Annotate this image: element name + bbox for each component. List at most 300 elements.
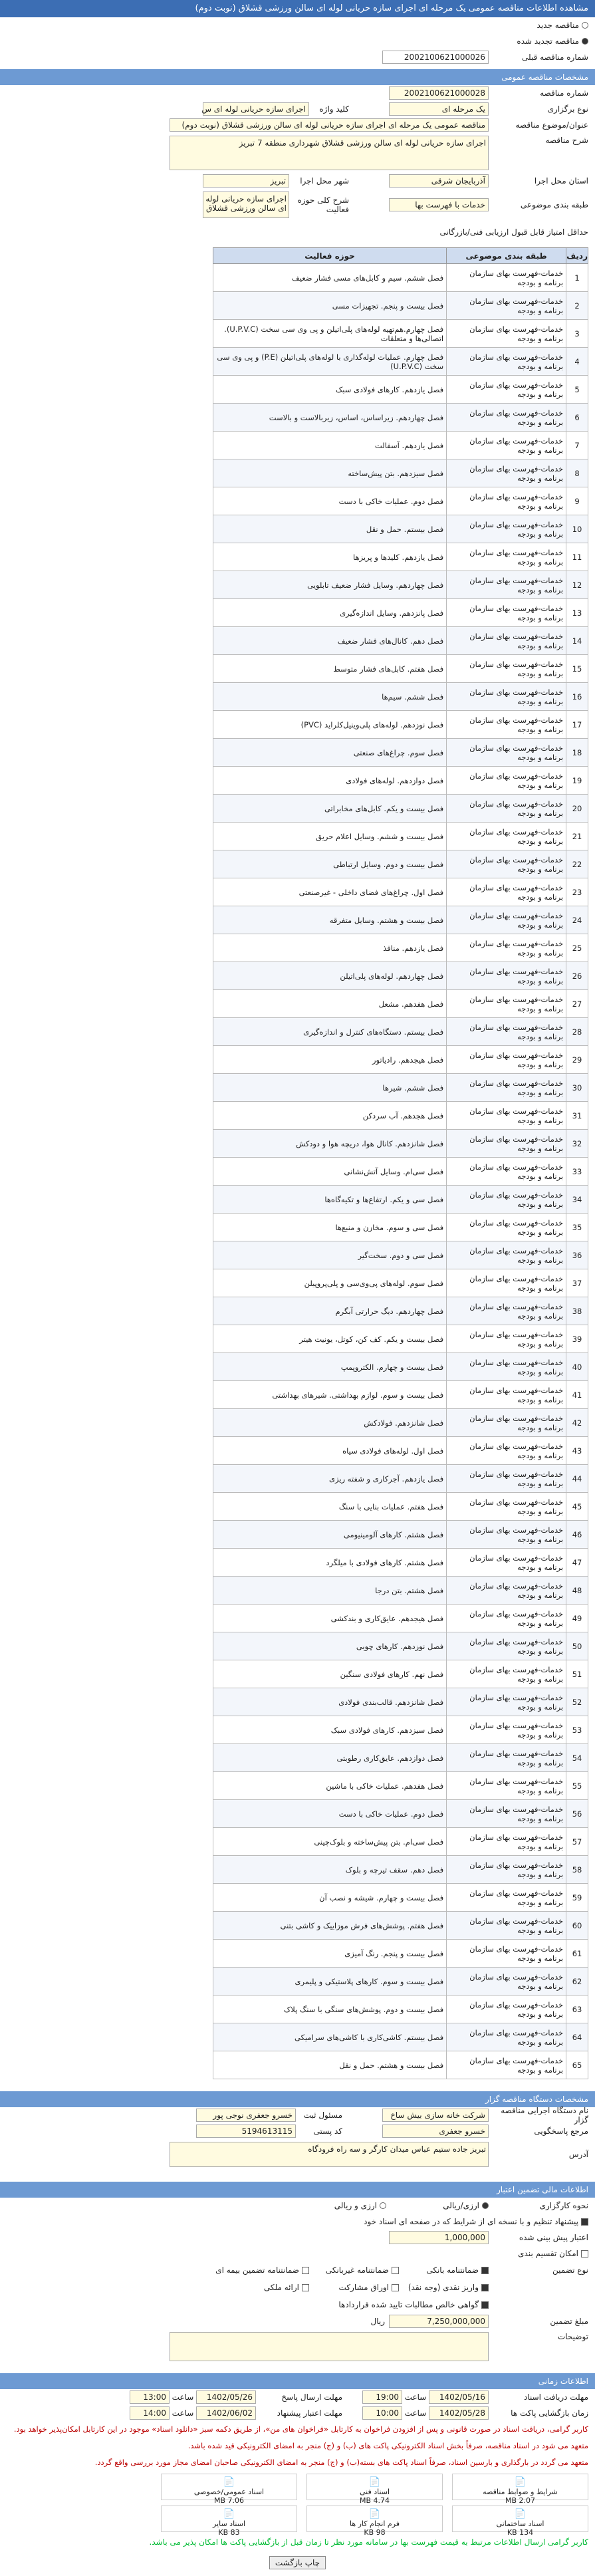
table-row <box>213 1046 588 1074</box>
row-no: 31 <box>566 1102 588 1130</box>
row-no: 8 <box>566 459 588 487</box>
province-label: استان محل اجرا <box>534 176 588 186</box>
table-row <box>213 1381 588 1409</box>
row-no: 43 <box>566 1437 588 1465</box>
row-scope: فصل بیست و چهارم. الکتروپمپ <box>213 1353 447 1381</box>
radio-new[interactable] <box>0 17 595 33</box>
row-category: خدمات-فهرست بهای سازمان برنامه و بودجه <box>447 906 566 934</box>
row-category: خدمات-فهرست بهای سازمان برنامه و بودجه <box>447 1772 566 1800</box>
table-row <box>213 906 588 934</box>
row-no: 50 <box>566 1632 588 1660</box>
keyword-label: کلید واژه <box>319 104 349 114</box>
note-3: متعهد می گردد در بارگذاری و بارسین اسناد، صرفاً اسناد پاکت های بسته(ب) و (ج) منجر به امضای الکترونیکی صاحبان امضای مجاز مورد بررسی واقع گردد. <box>94 2458 588 2467</box>
ref-label: مرجع پاسخگویی <box>534 2126 588 2136</box>
row-no: 18 <box>566 739 588 767</box>
table-row <box>213 795 588 823</box>
row-scope: فصل چهارم. عملیات لوله‌گذاری با لوله‌های پلی‌اتیلن (P.E) و پی وی سی سخت (U.P.V.C) <box>213 348 447 376</box>
row-category: خدمات-فهرست بهای سازمان برنامه و بودجه <box>447 1437 566 1465</box>
doc-1[interactable] <box>306 2474 443 2505</box>
row-scope: فصل دوم. عملیات خاکی با دست <box>213 1800 447 1828</box>
fin-desc-label: توضیحات <box>557 2332 588 2341</box>
row-scope: فصل بیست و سوم. کارهای پلاستیکی و پلیمری <box>213 1968 447 1996</box>
row-no: 33 <box>566 1158 588 1186</box>
row-scope: فصل هفدهم. عملیات خاکی با ماشین <box>213 1772 447 1800</box>
prev-no-label: شماره مناقصه قبلی <box>522 53 588 62</box>
row-category: خدمات-فهرست بهای سازمان برنامه و بودجه <box>447 1158 566 1186</box>
row-scope: فصل بیست و پنجم. رنگ آمیزی <box>213 1940 447 1968</box>
row-no: 2 <box>566 292 588 320</box>
table-row <box>213 767 588 795</box>
table-row <box>213 1968 588 1996</box>
cur-label: نحوه کارگزاری <box>539 2201 588 2210</box>
table-row <box>213 1856 588 1884</box>
scope-value: اجرای سازه حریانی لوله ای سالن ورزشی قشلاق <box>203 192 289 218</box>
table-row <box>213 292 588 320</box>
org-header: مشخصات دستگاه مناقصه گزار <box>0 2091 595 2107</box>
row-scope: فصل بیست و دوم. وسایل ارتباطی <box>213 850 447 878</box>
row-scope: فصل شانزدهم. قالب‌بندی فولادی <box>213 1688 447 1716</box>
cur2-label: ارزی/ریالی <box>443 2201 479 2210</box>
row-scope: فصل دوازدهم. عایق‌کاری رطوبتی <box>213 1744 447 1772</box>
row-category: خدمات-فهرست بهای سازمان برنامه و بودجه <box>447 292 566 320</box>
row-scope: فصل اول. لوله‌های فولادی سیاه <box>213 1437 447 1465</box>
addr-value: تبریز جاده ستیم عباس میدان کارگر و سه راه فرودگاه <box>170 2142 489 2167</box>
table-row <box>213 404 588 432</box>
row-no: 35 <box>566 1214 588 1241</box>
class-label: طبقه بندی موضوعی <box>520 200 588 209</box>
row-no: 6 <box>566 404 588 432</box>
org-name-label: نام دستگاه اجرایی مناقصه گزار <box>501 2106 588 2125</box>
g2-check[interactable] <box>392 2267 399 2274</box>
amount-unit: ریال <box>370 2317 385 2326</box>
row-no: 40 <box>566 1353 588 1381</box>
row-scope: فصل هشتم. کارهای فولادی با میلگرد <box>213 1549 447 1577</box>
row-category: خدمات-فهرست بهای سازمان برنامه و بودجه <box>447 823 566 850</box>
row-no: 1 <box>566 264 588 292</box>
row-scope: فصل ششم. سیم و کابل‌های مسی فشار ضعیف <box>213 264 447 292</box>
row-no: 65 <box>566 2051 588 2079</box>
row-scope: فصل هفتم. عملیات بنایی با سنگ <box>213 1493 447 1521</box>
row-no: 4 <box>566 348 588 376</box>
desc-value: اجرای سازه حریانی لوله ای سالن ورزشی قشلاق شهرداری منطقه 7 تبریز <box>170 136 489 170</box>
table-row <box>213 459 588 487</box>
row-category: خدمات-فهرست بهای سازمان برنامه و بودجه <box>447 1996 566 2023</box>
row-scope: فصل هشتم. بتن درجا <box>213 1577 447 1605</box>
row-no: 58 <box>566 1856 588 1884</box>
ref-value: خسرو جعفری <box>382 2125 489 2138</box>
row-scope: فصل سی‌ام. بتن پیش‌ساخته و بلوک‌چینی <box>213 1828 447 1856</box>
row-category: خدمات-فهرست بهای سازمان برنامه و بودجه <box>447 1800 566 1828</box>
row-no: 54 <box>566 1744 588 1772</box>
amount-value: 7,250,000,000 <box>389 2315 489 2328</box>
row-category: خدمات-فهرست بهای سازمان برنامه و بودجه <box>447 683 566 711</box>
row-category: خدمات-فهرست بهای سازمان برنامه و بودجه <box>447 1018 566 1046</box>
table-row <box>213 1186 588 1214</box>
wage-check[interactable] <box>581 2250 588 2257</box>
note-1: کاربر گرامی، دریافت اسناد در صورت قانونی و پس از افزودن فراخوان به کارتابل «فراخوان های من»، از طریق دکمه سبز «دانلود اسناد» موجود در این کارتابل امکان‌پذیر خواهد بود. <box>13 2424 588 2434</box>
min-score-label: حداقل امتیاز قابل قبول ارزیابی فنی/بازرگانی <box>439 227 588 237</box>
table-row <box>213 878 588 906</box>
doc-3-size: 134 KB <box>507 2528 534 2537</box>
row-category: خدمات-فهرست بهای سازمان برنامه و بودجه <box>447 1325 566 1353</box>
table-row <box>213 1353 588 1381</box>
table-row <box>213 264 588 292</box>
row-scope: فصل اول. چراغ‌های فضای داخلی - غیرصنعتی <box>213 878 447 906</box>
row-scope: فصل سوم. چراغ‌های صنعتی <box>213 739 447 767</box>
row-category: خدمات-فهرست بهای سازمان برنامه و بودجه <box>447 934 566 962</box>
row-scope: فصل یازدهم. کارهای فولادی سبک <box>213 376 447 404</box>
table-row <box>213 1716 588 1744</box>
table-row <box>213 1577 588 1605</box>
table-row <box>213 1744 588 1772</box>
row-category: خدمات-فهرست بهای سازمان برنامه و بودجه <box>447 515 566 543</box>
g1-check[interactable] <box>481 2267 489 2274</box>
row-scope: فصل هشتم. کارهای آلومینیومی <box>213 1521 447 1549</box>
row-category: خدمات-فهرست بهای سازمان برنامه و بودجه <box>447 655 566 683</box>
row-no: 30 <box>566 1074 588 1102</box>
table-row <box>213 1688 588 1716</box>
table-row <box>213 1884 588 1912</box>
row-category: خدمات-فهرست بهای سازمان برنامه و بودجه <box>447 1968 566 1996</box>
org-name-value: شرکت خانه سازی بیش ساخ <box>382 2109 489 2122</box>
row-scope: فصل ششم. سیم‌ها <box>213 683 447 711</box>
radio-new-dot[interactable] <box>582 22 588 29</box>
row-scope: فصل بیستم. کاشی‌کاری با کاشی‌های سرامیکی <box>213 2023 447 2051</box>
row-category: خدمات-فهرست بهای سازمان برنامه و بودجه <box>447 459 566 487</box>
row-scope: فصل هیجدهم. عایق‌کاری و بندکشی <box>213 1605 447 1632</box>
resp-label: مسئول ثبت <box>303 2111 342 2120</box>
agree-check[interactable] <box>581 2218 588 2226</box>
row-category: خدمات-فهرست بهای سازمان برنامه و بودجه <box>447 432 566 459</box>
row-no: 55 <box>566 1772 588 1800</box>
row-scope: فصل بیستم. دستگاه‌های کنترل و اندازه‌گیری <box>213 1018 447 1046</box>
col-category: طبقه بندی موضوعی <box>447 248 566 264</box>
row-no: 28 <box>566 1018 588 1046</box>
table-row <box>213 823 588 850</box>
row-no: 14 <box>566 627 588 655</box>
valid-date: 1402/06/02 <box>196 2406 256 2420</box>
row-category: خدمات-فهرست بهای سازمان برنامه و بودجه <box>447 878 566 906</box>
row-category: خدمات-فهرست بهای سازمان برنامه و بودجه <box>447 1381 566 1409</box>
row-category: خدمات-فهرست بهای سازمان برنامه و بودجه <box>447 1577 566 1605</box>
col-scope: حوزه فعالیت <box>213 248 447 264</box>
row-no: 49 <box>566 1605 588 1632</box>
row-no: 20 <box>566 795 588 823</box>
rec-label: مهلت ارسال پاسخ <box>281 2392 342 2402</box>
row-no: 16 <box>566 683 588 711</box>
row-category: خدمات-فهرست بهای سازمان برنامه و بودجه <box>447 1884 566 1912</box>
rec-time: 13:00 <box>130 2390 170 2404</box>
row-category: خدمات-فهرست بهای سازمان برنامه و بودجه <box>447 711 566 739</box>
note-2: متعهد می شود در اسناد مناقصه، صرفاً بخش اسناد الکترونیکی پاکت های (ب) و (ج) منجر به امضای الکترونیکی قید شده باشد. <box>187 2441 588 2450</box>
row-category: خدمات-فهرست بهای سازمان برنامه و بودجه <box>447 627 566 655</box>
row-category: خدمات-فهرست بهای سازمان برنامه و بودجه <box>447 2023 566 2051</box>
row-no: 5 <box>566 376 588 404</box>
g4-check[interactable] <box>392 2284 399 2291</box>
row-category: خدمات-فهرست بهای سازمان برنامه و بودجه <box>447 1409 566 1437</box>
row-scope: فصل ششم. شیرها <box>213 1074 447 1102</box>
row-no: 36 <box>566 1241 588 1269</box>
table-row <box>213 2023 588 2051</box>
row-no: 11 <box>566 543 588 571</box>
row-scope: فصل دوازدهم. لوله‌های فولادی <box>213 767 447 795</box>
table-row <box>213 1437 588 1465</box>
row-no: 61 <box>566 1940 588 1968</box>
col-no: ردیف <box>566 248 588 264</box>
row-no: 27 <box>566 990 588 1018</box>
doc-5[interactable] <box>161 2506 297 2537</box>
row-scope: فصل چهارم.هم‌تهیه لوله‌های پلی‌اتیلن و پی وی سی سخت (U.P.V.C). اتصالی‌ها و متعلقات <box>213 320 447 348</box>
pub-time: 19:00 <box>362 2390 402 2404</box>
city-value: تبریز <box>203 174 289 188</box>
table-row <box>213 1214 588 1241</box>
table-row <box>213 1912 588 1940</box>
row-no: 19 <box>566 767 588 795</box>
doc-0-name: شرایط و ضوابط مناقصه <box>483 2488 558 2496</box>
row-scope: فصل پانزدهم. وسایل اندازه‌گیری <box>213 599 447 627</box>
row-no: 63 <box>566 1996 588 2023</box>
table-row <box>213 515 588 543</box>
cur1-label: ارزی و ریالی <box>334 2201 377 2210</box>
row-no: 21 <box>566 823 588 850</box>
table-row <box>213 571 588 599</box>
row-scope: فصل یازدهم. آجرکاری و شفته ریزی <box>213 1465 447 1493</box>
file-icon: 📄 <box>514 2509 527 2519</box>
table-row <box>213 655 588 683</box>
doc-0[interactable] <box>452 2474 588 2505</box>
row-scope: فصل چهاردهم. وسایل فشار ضعیف تابلویی <box>213 571 447 599</box>
doc-2-size: 7.06 MB <box>213 2496 245 2505</box>
table-row <box>213 1241 588 1269</box>
est-value: 1,000,000 <box>389 2231 489 2244</box>
row-no: 23 <box>566 878 588 906</box>
province-value: آذربایجان شرقی <box>389 174 489 188</box>
row-category: خدمات-فهرست بهای سازمان برنامه و بودجه <box>447 599 566 627</box>
row-category: خدمات-فهرست بهای سازمان برنامه و بودجه <box>447 1046 566 1074</box>
post-label: کد پستی <box>313 2126 342 2136</box>
table-row <box>213 1549 588 1577</box>
row-category: خدمات-فهرست بهای سازمان برنامه و بودجه <box>447 1688 566 1716</box>
row-scope: فصل هفتم. کابل‌های فشار متوسط <box>213 655 447 683</box>
open-time-label: ساعت <box>404 2408 427 2418</box>
row-category: خدمات-فهرست بهای سازمان برنامه و بودجه <box>447 320 566 348</box>
row-category: خدمات-فهرست بهای سازمان برنامه و بودجه <box>447 1186 566 1214</box>
row-category: خدمات-فهرست بهای سازمان برنامه و بودجه <box>447 1214 566 1241</box>
row-category: خدمات-فهرست بهای سازمان برنامه و بودجه <box>447 2051 566 2079</box>
doc-0-size: 2.07 MB <box>505 2496 536 2505</box>
row-no: 25 <box>566 934 588 962</box>
table-row <box>213 432 588 459</box>
file-icon: 📄 <box>368 2509 381 2519</box>
row-category: خدمات-فهرست بهای سازمان برنامه و بودجه <box>447 264 566 292</box>
doc-4[interactable] <box>306 2506 443 2537</box>
row-no: 64 <box>566 2023 588 2051</box>
row-no: 29 <box>566 1046 588 1074</box>
row-category: خدمات-فهرست بهای سازمان برنامه و بودجه <box>447 571 566 599</box>
fin-header: اطلاعات مالی تضمین اعتبار <box>0 2182 595 2198</box>
table-row <box>213 739 588 767</box>
row-category: خدمات-فهرست بهای سازمان برنامه و بودجه <box>447 1074 566 1102</box>
radio-renewed-label: مناقصه تجدید شده <box>517 37 579 46</box>
row-category: خدمات-فهرست بهای سازمان برنامه و بودجه <box>447 1493 566 1521</box>
file-icon: 📄 <box>223 2509 235 2519</box>
table-row <box>213 1493 588 1521</box>
row-no: 42 <box>566 1409 588 1437</box>
row-category: خدمات-فهرست بهای سازمان برنامه و بودجه <box>447 1465 566 1493</box>
valid-time: 14:00 <box>130 2406 170 2420</box>
row-category: خدمات-فهرست بهای سازمان برنامه و بودجه <box>447 1269 566 1297</box>
table-row <box>213 1409 588 1437</box>
row-category: خدمات-فهرست بهای سازمان برنامه و بودجه <box>447 767 566 795</box>
row-category: خدمات-فهرست بهای سازمان برنامه و بودجه <box>447 1940 566 1968</box>
keyword-value: اجرای سازه حریانی لوله ای س <box>203 102 309 116</box>
row-no: 53 <box>566 1716 588 1744</box>
g7-check[interactable] <box>302 2284 309 2291</box>
row-no: 60 <box>566 1912 588 1940</box>
table-row <box>213 2051 588 2079</box>
rec-time-label: ساعت <box>172 2392 194 2402</box>
doc-1-name: اسناد فنی <box>359 2488 390 2496</box>
row-no: 34 <box>566 1186 588 1214</box>
file-icon: 📄 <box>368 2477 381 2488</box>
row-scope: فصل هفتم. پوشش‌های فرش موزاییک و کاشی بتنی <box>213 1912 447 1940</box>
g1-label: ضمانتنامه بانکی <box>426 2265 479 2275</box>
radio-new-label: مناقصه جدید <box>536 21 579 30</box>
addr-label: آدرس <box>568 2150 588 2159</box>
type-label: نوع برگزاری <box>547 104 588 114</box>
est-label: اعتبار پیش بینی شده <box>519 2233 588 2242</box>
table-row <box>213 1940 588 1968</box>
row-scope: فصل بیست و دوم. پوشش‌های سنگی با سنگ پلاک <box>213 1996 447 2023</box>
radio-renewed[interactable] <box>0 33 595 49</box>
scope-label: شرح کلی حوزه فعالیت <box>297 195 349 214</box>
table-row <box>213 1800 588 1828</box>
radio-renewed-dot[interactable] <box>582 38 588 45</box>
row-category: خدمات-فهرست بهای سازمان برنامه و بودجه <box>447 1632 566 1660</box>
row-category: خدمات-فهرست بهای سازمان برنامه و بودجه <box>447 990 566 1018</box>
row-category: خدمات-فهرست بهای سازمان برنامه و بودجه <box>447 850 566 878</box>
row-no: 32 <box>566 1130 588 1158</box>
row-category: خدمات-فهرست بهای سازمان برنامه و بودجه <box>447 962 566 990</box>
row-no: 24 <box>566 906 588 934</box>
table-row <box>213 962 588 990</box>
table-row <box>213 1605 588 1632</box>
pub-date: 1402/05/16 <box>429 2390 489 2404</box>
radio-cur2[interactable] <box>482 2202 489 2209</box>
row-scope: فصل سی‌ام. وسایل آتش‌نشانی <box>213 1158 447 1186</box>
doc-2[interactable] <box>161 2474 297 2505</box>
table-row <box>213 1018 588 1046</box>
pub-label: مهلت دریافت اسناد <box>523 2392 588 2402</box>
row-scope: فصل سیزدهم. کارهای فولادی سبک <box>213 1716 447 1744</box>
table-row <box>213 1297 588 1325</box>
row-category: خدمات-فهرست بهای سازمان برنامه و بودجه <box>447 1102 566 1130</box>
g4-label: اوراق مشارکت <box>338 2283 389 2292</box>
row-category: خدمات-فهرست بهای سازمان برنامه و بودجه <box>447 1828 566 1856</box>
row-scope: فصل چهاردهم. لوله‌های پلی‌اتیلن <box>213 962 447 990</box>
wage-label: امکان تقسیم بندی <box>518 2249 578 2258</box>
row-scope: فصل بیست و سوم. لوازم بهداشتی. شیرهای بهداشتی <box>213 1381 447 1409</box>
row-no: 3 <box>566 320 588 348</box>
row-no: 22 <box>566 850 588 878</box>
table-row <box>213 1521 588 1549</box>
row-category: خدمات-فهرست بهای سازمان برنامه و بودجه <box>447 1549 566 1577</box>
row-no: 44 <box>566 1465 588 1493</box>
row-scope: فصل شانزدهم. کانال هوا، دریچه هوا و دودکش <box>213 1130 447 1158</box>
row-category: خدمات-فهرست بهای سازمان برنامه و بودجه <box>447 1605 566 1632</box>
time-header: اطلاعات زمانی <box>0 2373 595 2389</box>
footer-note: کاربر گرامی ارسال اطلاعات مرتبط به قیمت فهرست بها در سامانه مورد نظر تا زمان قبل از بازگشایی پاکت ها امکان پذیر می باشد. <box>149 2537 588 2547</box>
row-no: 17 <box>566 711 588 739</box>
subject-label: عنوان/موضوع مناقصه <box>515 120 588 130</box>
g2-label: ضمانتنامه غیربانکی <box>325 2265 389 2275</box>
row-no: 51 <box>566 1660 588 1688</box>
row-scope: فصل بیست و یکم. کابل‌های مخابراتی <box>213 795 447 823</box>
table-row <box>213 348 588 376</box>
row-scope: فصل هجدهم. آب سردکن <box>213 1102 447 1130</box>
rec-date: 1402/05/26 <box>196 2390 256 2404</box>
doc-4-size: 98 KB <box>364 2528 386 2537</box>
table-row <box>213 1102 588 1130</box>
row-category: خدمات-فهرست بهای سازمان برنامه و بودجه <box>447 1353 566 1381</box>
guarantee-type-label: نوع تضمین <box>552 2265 588 2275</box>
g5-check[interactable] <box>481 2301 489 2309</box>
row-no: 47 <box>566 1549 588 1577</box>
row-category: خدمات-فهرست بهای سازمان برنامه و بودجه <box>447 1130 566 1158</box>
row-scope: فصل نوزدهم. لوله‌های پلی‌وینیل‌کلراید (PVC) <box>213 711 447 739</box>
row-scope: فصل چهاردهم. زیراساس، اساس، زیربالاست و بالاست <box>213 404 447 432</box>
row-category: خدمات-فهرست بهای سازمان برنامه و بودجه <box>447 1660 566 1688</box>
resp-value: خسرو جعفری نوجی پور <box>196 2109 296 2122</box>
table-row <box>213 543 588 571</box>
radio-cur1[interactable] <box>380 2202 386 2209</box>
type-value: یک مرحله ای <box>389 102 489 116</box>
file-icon: 📄 <box>514 2477 527 2488</box>
row-scope: فصل یازدهم. منافذ <box>213 934 447 962</box>
table-row <box>213 1465 588 1493</box>
row-no: 62 <box>566 1968 588 1996</box>
table-row <box>213 683 588 711</box>
table-row <box>213 487 588 515</box>
row-no: 10 <box>566 515 588 543</box>
row-category: خدمات-فهرست بهای سازمان برنامه و بودجه <box>447 1297 566 1325</box>
open-date: 1402/05/28 <box>429 2406 489 2420</box>
row-scope: فصل یازدهم. آسفالت <box>213 432 447 459</box>
agree-label: پیشنهاد تنظیم و با نسخه ای از شرایط که در صفحه ای اسناد خود <box>364 2217 578 2226</box>
valid-time-label: ساعت <box>172 2408 194 2418</box>
row-scope: فصل بیست و هشتم. حمل و نقل <box>213 2051 447 2079</box>
class-value: خدمات با فهرست بها <box>389 198 489 211</box>
row-no: 12 <box>566 571 588 599</box>
g3-check[interactable] <box>481 2284 489 2291</box>
tender-no-label: شماره مناقصه <box>540 88 588 98</box>
row-category: خدمات-فهرست بهای سازمان برنامه و بودجه <box>447 1716 566 1744</box>
row-scope: فصل سوم. لوله‌های پی‌وی‌سی و پلی‌پروپیلن <box>213 1269 447 1297</box>
row-category: خدمات-فهرست بهای سازمان برنامه و بودجه <box>447 487 566 515</box>
g6-check[interactable] <box>302 2267 309 2274</box>
row-category: خدمات-فهرست بهای سازمان برنامه و بودجه <box>447 1856 566 1884</box>
print-button[interactable]: چاپ بازگشت <box>269 2556 326 2569</box>
table-row <box>213 1325 588 1353</box>
tender-no-value: 2002100621000028 <box>389 86 489 100</box>
row-category: خدمات-فهرست بهای سازمان برنامه و بودجه <box>447 739 566 767</box>
valid-label: مهلت اعتبار پیشنهاد <box>277 2408 342 2418</box>
doc-3[interactable] <box>452 2506 588 2537</box>
row-no: 7 <box>566 432 588 459</box>
row-no: 15 <box>566 655 588 683</box>
row-scope: فصل دوم. عملیات خاکی با دست <box>213 487 447 515</box>
row-scope: فصل بیست و یکم. کف کن، کوتل، یونیت هیتر <box>213 1325 447 1353</box>
